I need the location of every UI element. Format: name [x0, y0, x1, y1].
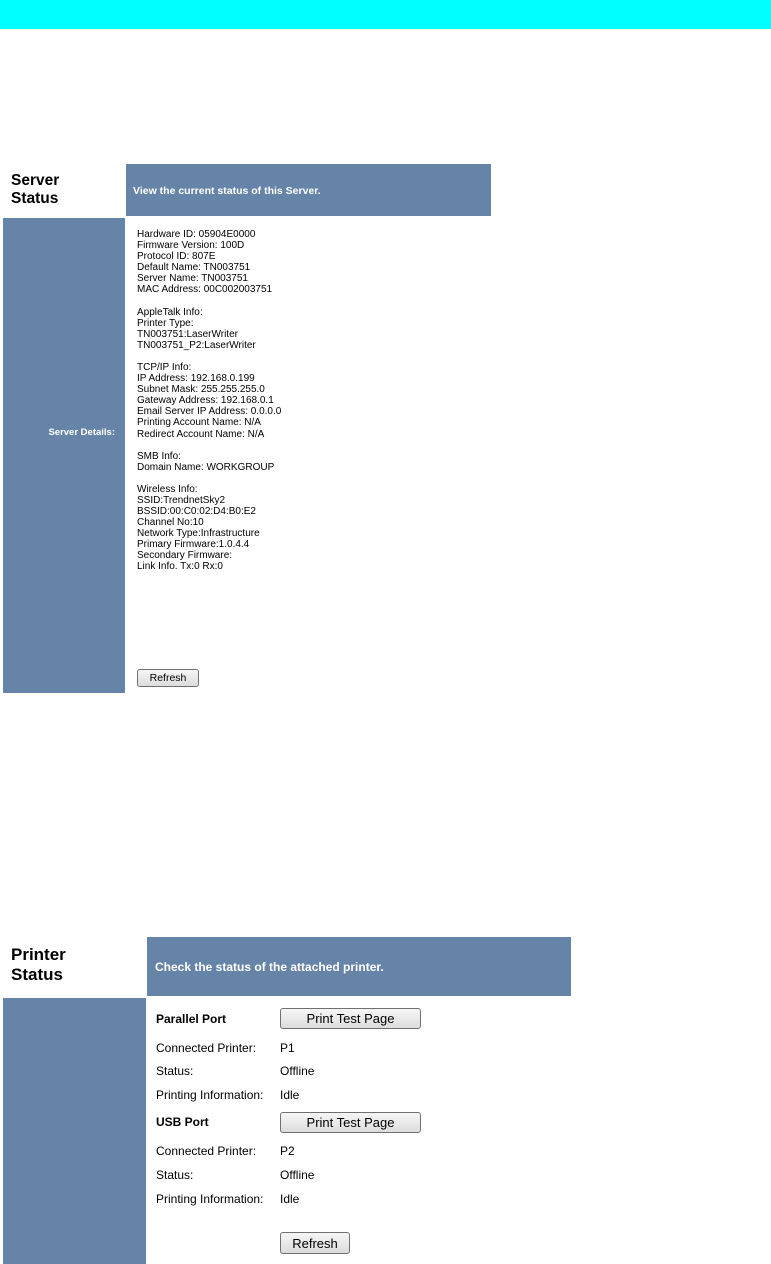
network-type: Network Type:Infrastructure: [137, 528, 260, 540]
appletalk-printer-1: TN003751:LaserWriter: [137, 328, 238, 340]
server-status-title: [11, 172, 121, 208]
server-status-title-line1: Server: [11, 172, 60, 189]
channel-no: Channel No:10: [137, 517, 204, 529]
printer-status-title-line1: Printer: [11, 945, 66, 964]
protocol-id: Protocol ID: 807E: [137, 251, 216, 263]
printer-status-title: [11, 945, 131, 985]
ip-address: IP Address: 192.168.0.199: [137, 373, 255, 385]
bssid: BSSID:00:C0:02:D4:B0:E2: [137, 505, 256, 517]
printing-information-value: Idle: [280, 1192, 300, 1206]
status-label: Status:: [156, 1064, 194, 1078]
server-details-label: Server Details:: [48, 427, 115, 438]
secondary-firmware: Secondary Firmware:: [137, 550, 233, 562]
tcpip-info-group: [137, 362, 477, 440]
appletalk-printer-2: TN003751_P2:LaserWriter: [137, 339, 256, 351]
primary-firmware: Primary Firmware:1.0.4.4: [137, 539, 250, 551]
status-label: Status:: [156, 1168, 194, 1182]
default-name: Default Name: TN003751: [137, 262, 251, 274]
wireless-info-group: [137, 484, 477, 573]
redirect-account-name: Redirect Account Name: N/A: [137, 428, 265, 440]
printing-information-label: Printing Information:: [156, 1088, 264, 1102]
hardware-id: Hardware ID: 05904E0000: [137, 229, 256, 240]
smb-info-group: [137, 451, 477, 473]
tcpip-info-heading: TCP/IP Info:: [137, 361, 192, 373]
connected-printer-label: Connected Printer:: [156, 1144, 257, 1158]
server-details: [137, 229, 477, 573]
top-banner: [0, 0, 771, 29]
domain-name: Domain Name: WORKGROUP: [137, 461, 275, 473]
parallel-port-label: Parallel Port: [156, 1012, 227, 1026]
printer-status-title-line2: Status: [11, 965, 63, 984]
server-status-title-line2: Status: [11, 190, 59, 207]
server-details-sidebar: [3, 218, 125, 693]
status-value: Offline: [280, 1168, 315, 1182]
usb-print-test-page-button[interactable]: Print Test Page: [280, 1112, 421, 1133]
link-info: Link Info. Tx:0 Rx:0: [137, 561, 223, 573]
printer-status-sidebar: [3, 998, 146, 1264]
printer-status-header: Check the status of the attached printer.: [147, 937, 571, 996]
hardware-info-group: [137, 229, 477, 296]
gateway-address: Gateway Address: 192.168.0.1: [137, 395, 274, 407]
printer-refresh-button[interactable]: Refresh: [280, 1232, 350, 1254]
appletalk-info-heading: AppleTalk Info:: [137, 306, 203, 318]
connected-printer-value: P2: [280, 1144, 295, 1158]
usb-port-label: USB Port: [156, 1115, 209, 1129]
printing-information-value: Idle: [280, 1088, 300, 1102]
mac-address: MAC Address: 00C002003751: [137, 284, 273, 296]
wireless-info-heading: Wireless Info:: [137, 483, 198, 495]
ssid: SSID:TrendnetSky2: [137, 494, 226, 506]
smb-info-heading: SMB Info:: [137, 450, 181, 462]
printing-information-label: Printing Information:: [156, 1192, 264, 1206]
printer-type: Printer Type:: [137, 317, 194, 329]
email-server-ip: Email Server IP Address: 0.0.0.0: [137, 406, 282, 418]
connected-printer-label: Connected Printer:: [156, 1041, 257, 1055]
status-value: Offline: [280, 1064, 315, 1078]
connected-printer-value: P1: [280, 1041, 295, 1055]
subnet-mask: Subnet Mask: 255.255.255.0: [137, 384, 265, 396]
firmware-version: Firmware Version: 100D: [137, 240, 245, 252]
appletalk-info-group: [137, 307, 477, 351]
server-refresh-button[interactable]: Refresh: [137, 669, 199, 687]
server-name: Server Name: TN003751: [137, 273, 248, 285]
server-status-header: View the current status of this Server.: [126, 164, 491, 216]
parallel-print-test-page-button[interactable]: Print Test Page: [280, 1008, 421, 1029]
printing-account-name: Printing Account Name: N/A: [137, 417, 261, 429]
